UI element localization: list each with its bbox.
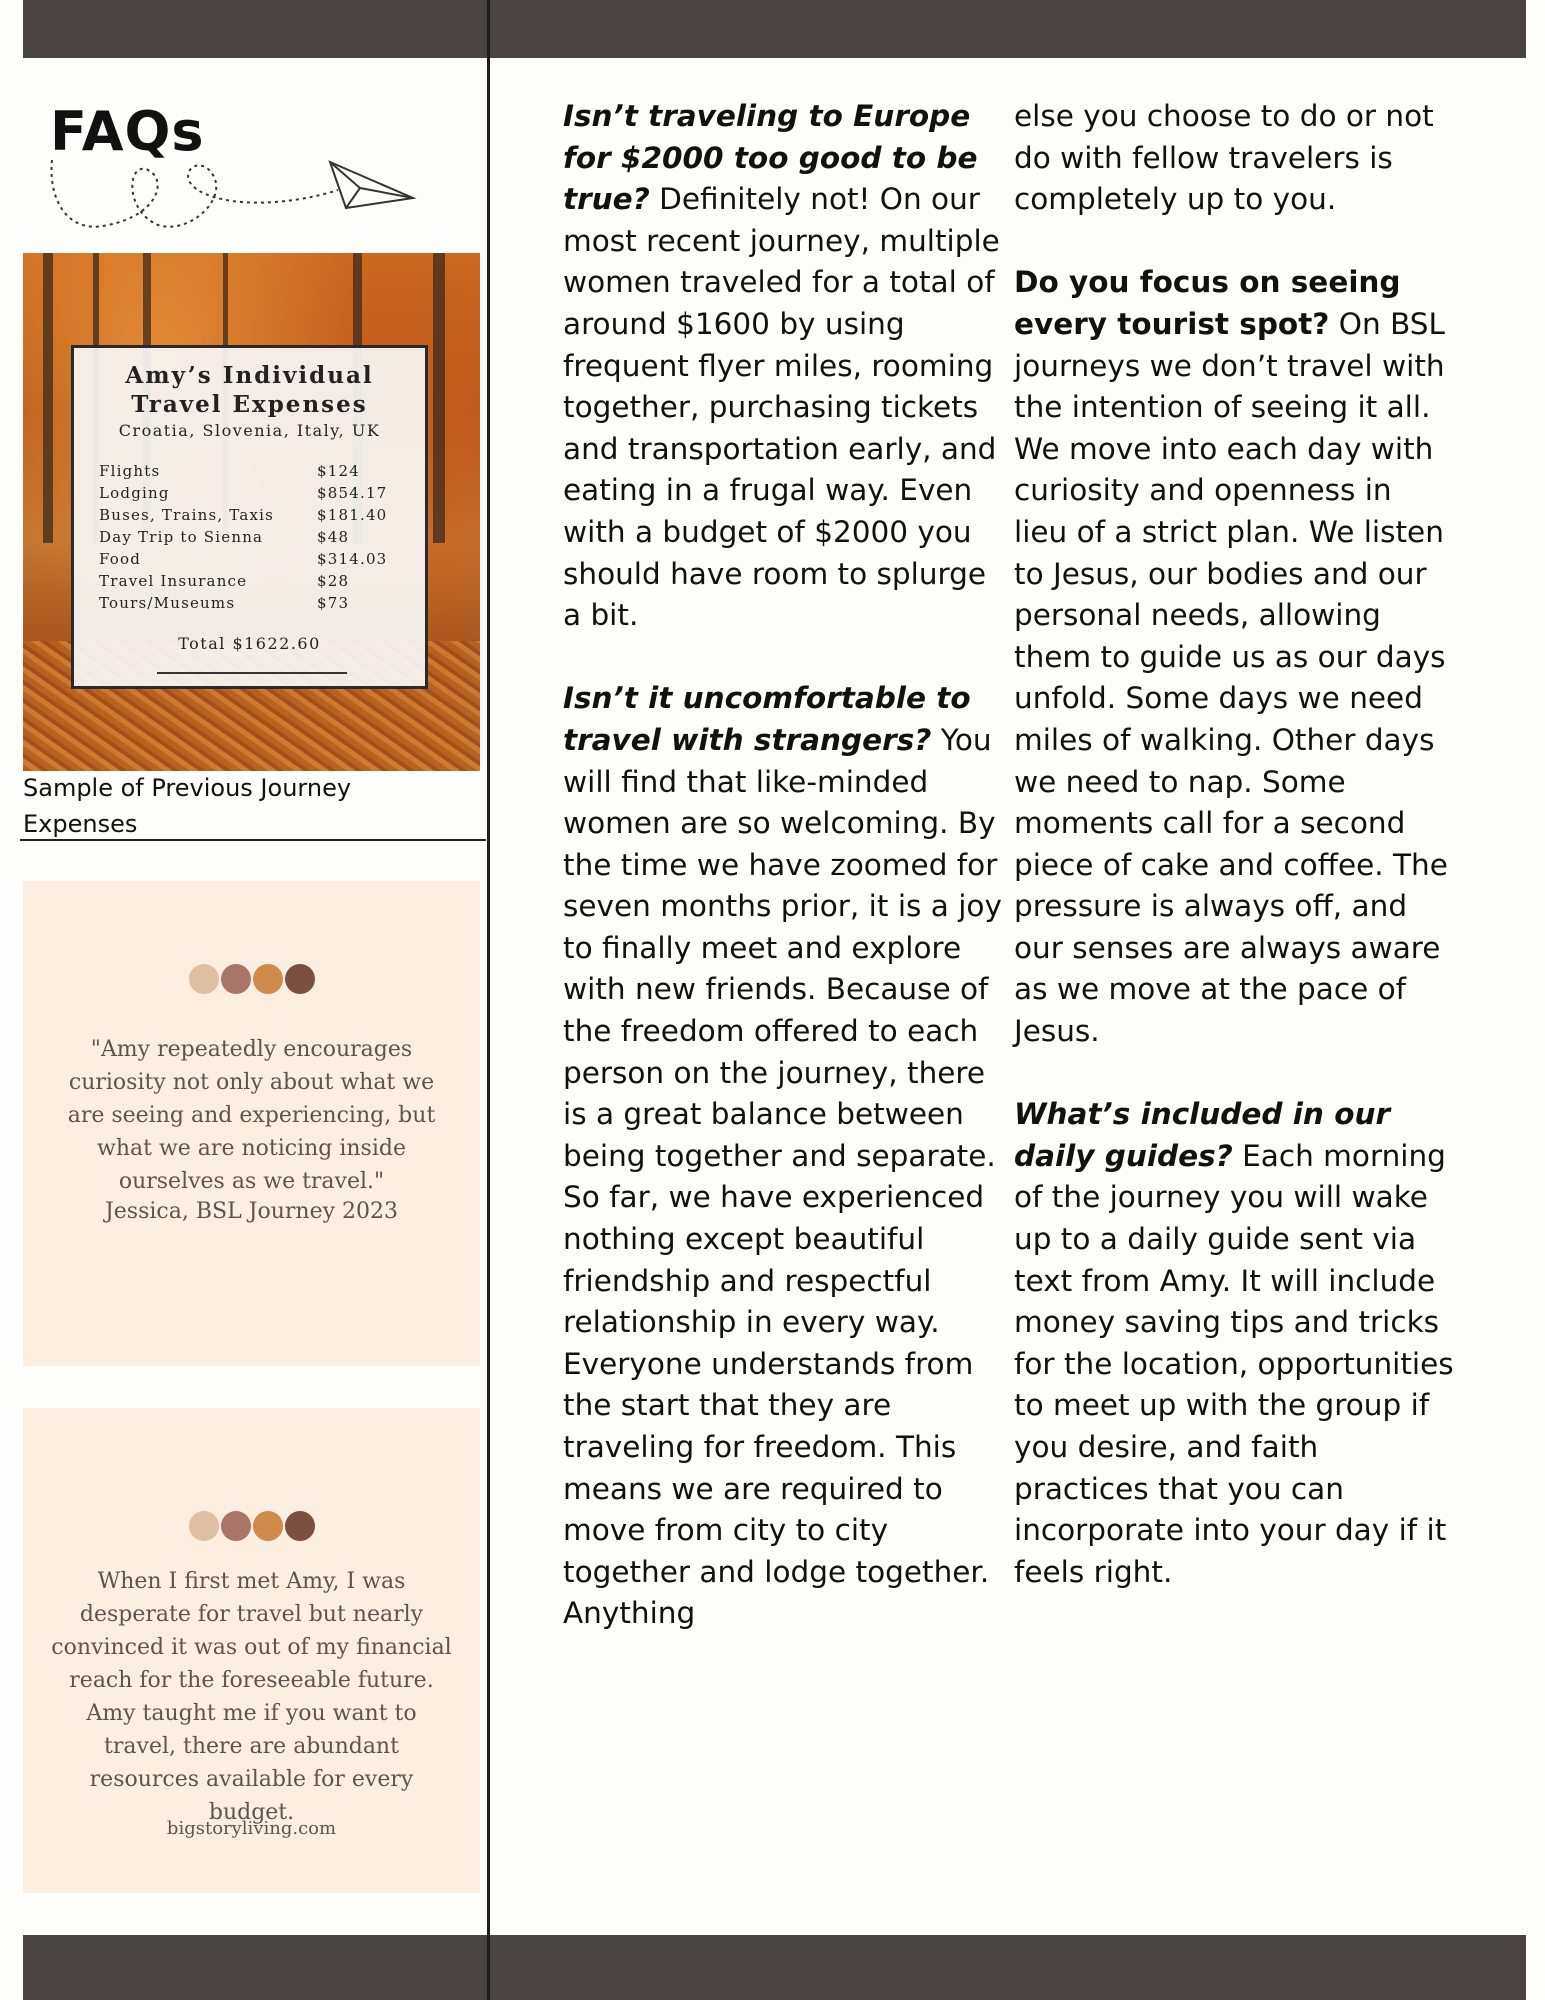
color-dot xyxy=(221,964,251,994)
expense-total: Total $1622.60 xyxy=(178,634,321,653)
expense-card-title: Amy’s Individual xyxy=(125,362,374,389)
testimonial-quote: When I first met Amy, I was desperate for travel but nearly convinced it was out of my financial reach for the foreseeable future. Amy taught me if you want to travel, there are abundant resources available for every budget. xyxy=(51,1569,452,1825)
expense-card-title: Travel Expenses xyxy=(131,391,368,418)
color-dot xyxy=(285,1511,315,1541)
website-link[interactable]: bigstoryliving.com xyxy=(166,1818,337,1839)
decorative-dots xyxy=(23,1511,480,1541)
faq-column-left xyxy=(563,96,1008,1677)
faq-answer: You will find that like-minded women are so welcoming. By the time we have zoomed for seven months prior, it is a joy to finally meet and explore with new friends. Because of the freedom offered to each person on the journey, there is a great balance between being together and separate. So far, we have experienced nothing except beautiful friendship and respectful relationship in every way. Everyone understands from the start that they are traveling for freedom. This means we are required to move from city to city together and lodge together. Anything xyxy=(563,722,1002,1631)
expense-card-countries: Croatia, Slovenia, Italy, UK xyxy=(118,421,381,440)
faq-item xyxy=(563,678,1008,1635)
expense-amount: $314.03 xyxy=(317,550,388,568)
testimonial-author: Jessica, BSL Journey 2023 xyxy=(104,1199,399,1224)
expense-name: Tours/Museums xyxy=(99,594,236,612)
testimonial-quote: "Amy repeatedly encourages curiosity not only about what we are seeing and experiencing, but what we are noticing inside ourselves as we travel." xyxy=(67,1037,436,1194)
photo-caption: Sample of Previous Journey Expenses xyxy=(23,774,352,838)
divider xyxy=(20,839,486,841)
color-dot xyxy=(221,1511,251,1541)
color-dot xyxy=(189,1511,219,1541)
column-divider xyxy=(487,0,490,2000)
expense-row xyxy=(99,506,419,528)
expense-name: Food xyxy=(99,550,142,568)
expense-name: Flights xyxy=(99,462,161,480)
expense-card xyxy=(71,345,428,689)
faq-item xyxy=(1014,1094,1454,1593)
expense-name: Lodging xyxy=(99,484,170,502)
expense-row xyxy=(99,528,419,550)
faq-answer: On BSL journeys we don’t travel with the intention of seeing it all. We move into each day with curiosity and openness in lieu of a strict plan. We listen to Jesus, our bodies and our personal needs, allowing them to guide us as our days unfold. Some days we need miles of walking. Other days we need to nap. Some moments call for a second piece of cake and coffee. The pressure is always off, and our senses are always aware as we move at the pace of Jesus. xyxy=(1014,306,1448,1049)
page-title: FAQs xyxy=(50,100,205,163)
expense-row xyxy=(99,572,419,594)
expense-photo xyxy=(23,253,480,771)
testimonial-card xyxy=(23,1408,480,1893)
expense-row xyxy=(99,484,419,506)
expense-name: Travel Insurance xyxy=(99,572,248,590)
testimonial-card xyxy=(23,881,480,1366)
expense-row xyxy=(99,462,419,484)
expense-row xyxy=(99,594,419,616)
faq-answer: Each morning of the journey you will wake up to a daily guide sent via text from Amy. It will include money saving tips and tricks for the location, opportunities to meet up with the group if you desire, and faith practices that you can incorporate into your day if it feels right. xyxy=(1014,1138,1454,1589)
top-bar xyxy=(23,0,1526,58)
faq-question: Isn’t traveling to Europe for $2000 too good to be true? xyxy=(563,99,978,217)
paper-plane-icon xyxy=(48,140,428,240)
expense-amount: $854.17 xyxy=(317,484,388,502)
color-dot xyxy=(189,964,219,994)
expense-name: Buses, Trains, Taxis xyxy=(99,506,275,524)
bottom-bar xyxy=(23,1935,1526,2000)
expense-amount: $181.40 xyxy=(317,506,388,524)
expense-amount: $48 xyxy=(317,528,350,546)
faq-question: Do you focus on seeing every tourist spot? xyxy=(1014,265,1401,341)
expense-name: Day Trip to Sienna xyxy=(99,528,264,546)
faq-question: Isn’t it uncomfortable to travel with strangers? xyxy=(563,681,971,757)
faq-item xyxy=(563,96,1008,637)
faq-question: What’s included in our daily guides? xyxy=(1014,1097,1391,1173)
expense-row xyxy=(99,550,419,572)
color-dot xyxy=(253,964,283,994)
faq-item xyxy=(1014,262,1454,1052)
expense-amount: $73 xyxy=(317,594,350,612)
expense-amount: $124 xyxy=(317,462,360,480)
color-dot xyxy=(253,1511,283,1541)
faq-answer: Definitely not! On our most recent journey, multiple women traveled for a total of around $1600 by using frequent flyer miles, rooming together, purchasing tickets and transportation early, and eating in a frugal way. Even with a budget of $2000 you should have room to splurge a bit. xyxy=(563,182,1000,633)
color-dot xyxy=(285,964,315,994)
faq-answer-continued: else you choose to do or not do with fellow travelers is completely up to you. xyxy=(1014,99,1434,217)
expense-amount: $28 xyxy=(317,572,350,590)
decorative-dots xyxy=(23,964,480,994)
divider xyxy=(157,672,347,674)
faq-column-right xyxy=(1014,96,1454,1635)
